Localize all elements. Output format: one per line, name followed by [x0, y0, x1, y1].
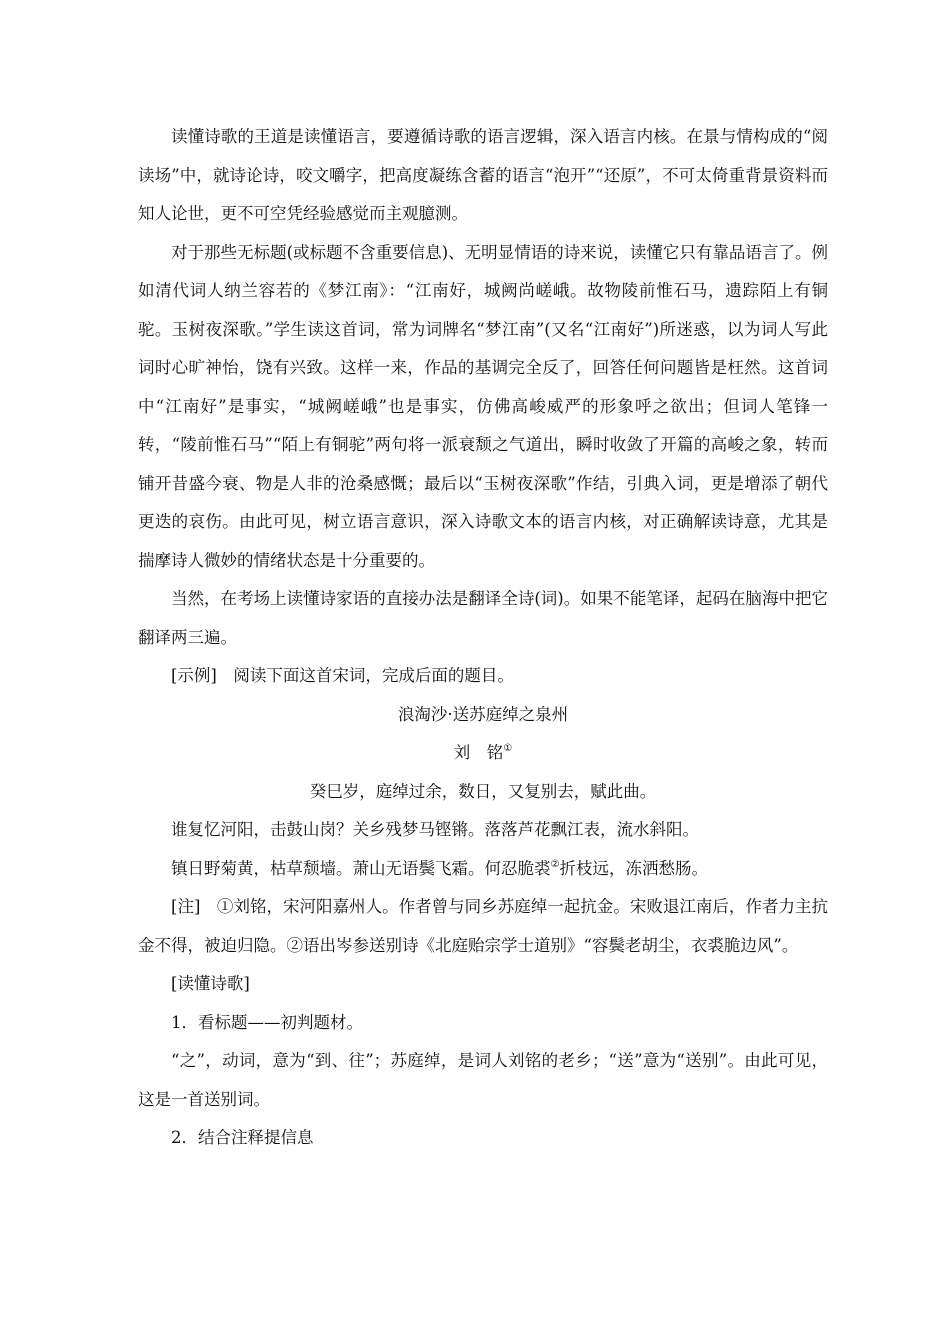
- reading-heading: [读懂诗歌]: [171, 974, 250, 993]
- paragraph-intro: 读懂诗歌的王道是读懂语言，要遵循诗歌的语言逻辑，深入语言内核。在景与情构成的“阅读场”中，就诗论诗，咬文嚼字，把高度凝练含蓄的语言“泡开”“还原”，不可太倚重背景资料而知人论世，更不可空凭经验感觉而主观臆测。: [138, 127, 828, 223]
- poem-stanza-2: [138, 850, 828, 889]
- example-prompt: [138, 657, 828, 696]
- poem-title: 浪淘沙·送苏庭绰之泉州: [397, 704, 569, 724]
- poem-stanza-2-part-a: 镇日野菊黄，枯草颓墙。萧山无语鬓飞霜。何忍脆裘: [171, 858, 551, 878]
- poem-author: [138, 734, 828, 773]
- poem-stanza-1: 谁复忆河阳，击鼓山岗？关乡残梦马铿锵。落落芦花飘江表，流水斜阳。: [171, 820, 699, 839]
- paragraph-example-meng-jiangnan: 对于那些无标题(或标题不含重要信息)、无明显情语的诗来说，读懂它只有靠品语言了。例如清代词人纳兰容若的《梦江南》：“江南好，城阙尚嵯峨。故物陵前惟石马，遗踪陌上有铜驼。玉树夜深歌。”学生读这首词，常为词牌名“梦江南”(又名“江南好”)所迷惑，以为词人写此词时心旷神怡，饶有兴致。这样一来，作品的基调完全反了，回答任何问题皆是枉然。这首词中“江南好”是事实，“城阙嵯峨”也是事实，仿佛高峻威严的形象呼之欲出；但词人笔锋一转，“陵前惟石马”“陌上有铜驼”两句将一派衰颓之气道出，瞬时收敛了开篇的高峻之象，转而铺开昔盛今衰、物是人非的沧桑感慨；最后以“玉树夜深歌”作结，引典入词，更是增添了朝代更迭的哀伤。由此可见，树立语言意识，深入诗歌文本的语言内核，对正确解读诗意，尤其是揣摩诗人微妙的情绪状态是十分重要的。: [138, 242, 828, 570]
- poem-annotation: [注] ①刘铭，宋河阳嘉州人。作者曾与同乡苏庭绰一起抗金。宋败退江南后，作者力主抗金不得，被迫归隐。②语出岑参送别诗《北庭贻宗学士道别》“容鬓老胡尘，衣裘脆边风”。: [138, 897, 828, 955]
- poem-stanza-2-part-b: 折枝远，冻洒愁肠。: [559, 858, 708, 878]
- example-instruction: 阅读下面这首宋词，完成后面的题目。: [233, 666, 514, 685]
- document-page: [138, 118, 828, 1158]
- step-2-heading: 2．结合注释提信息: [171, 1128, 314, 1147]
- author-note-mark: ①: [503, 743, 513, 754]
- step-1-text: “之”，动词，意为“到、往”；苏庭绰，是词人刘铭的老乡；“送”意为“送别”。由此可见，这是一首送别词。: [138, 1051, 828, 1109]
- paragraph-translation-tip: 当然，在考场上读懂诗家语的直接办法是翻译全诗(词)。如果不能笔译，起码在脑海中把它翻译两三遍。: [138, 589, 828, 647]
- author-name: 刘 铭: [453, 743, 504, 762]
- step-1-heading: 1．看标题——初判题材。: [171, 1012, 363, 1032]
- poem-preface: 癸巳岁，庭绰过余，数日，又复别去，赋此曲。: [309, 781, 657, 801]
- poem-note-mark: ②: [550, 858, 560, 870]
- example-label: [示例]: [171, 666, 217, 685]
